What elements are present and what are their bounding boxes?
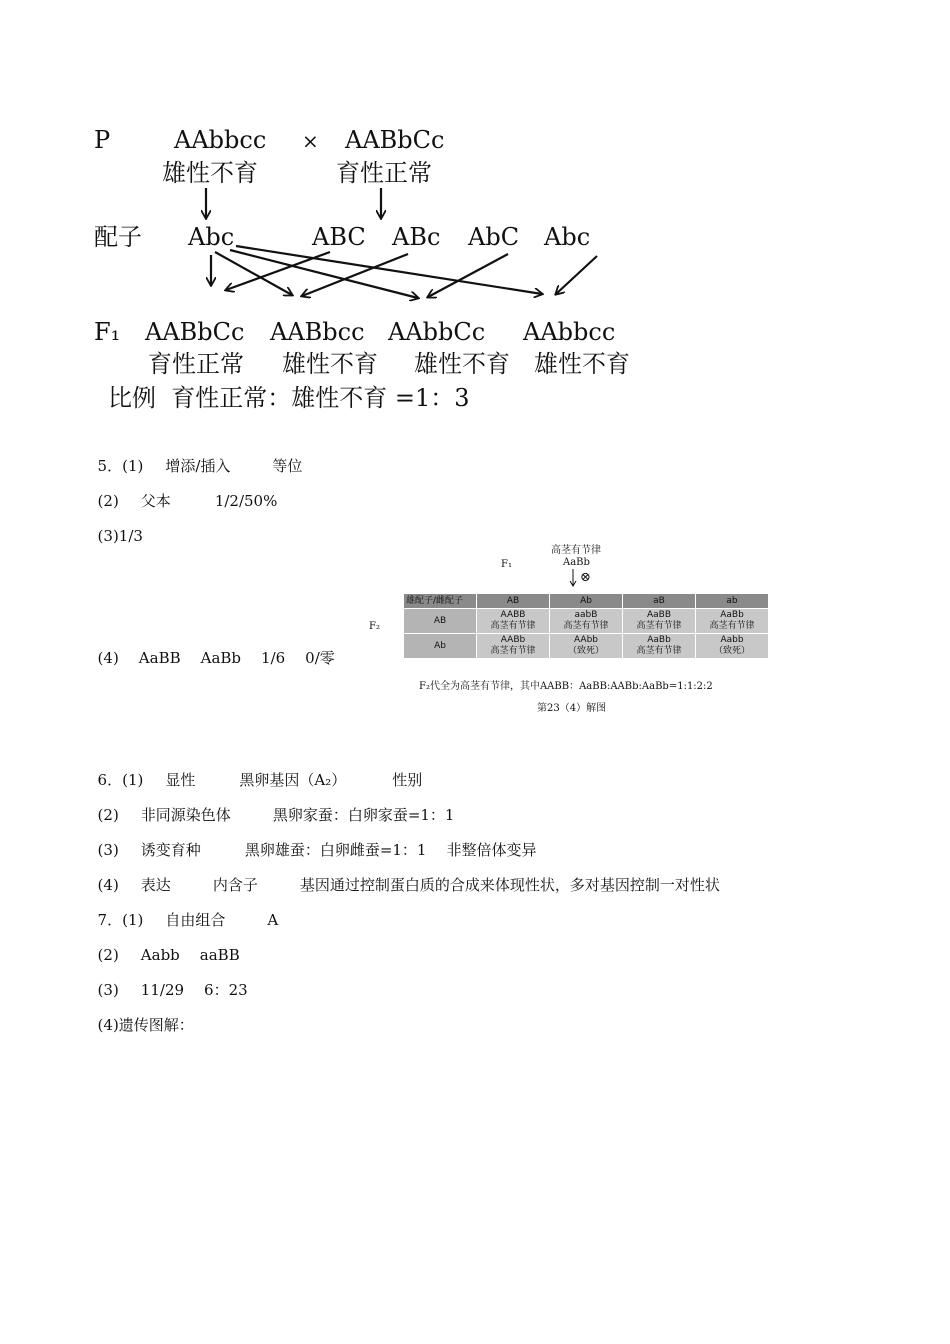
ans: 诱变育种 <box>140 841 201 859</box>
parent2-phenotype: 育性正常 <box>336 159 432 187</box>
answer-5-2 <box>88 471 277 511</box>
gamete2-1: ABC <box>312 223 366 251</box>
ans: (3)1/3 <box>97 527 143 545</box>
punnett-table <box>403 593 769 659</box>
ans: AaBB <box>138 649 181 667</box>
offspring3-phenotype: 雄性不育 <box>414 350 510 378</box>
cross-diagram <box>0 0 950 420</box>
p-label: P <box>94 126 111 154</box>
ans: 显性 <box>165 771 196 789</box>
ans: 11/29 <box>140 981 185 999</box>
ans: 等位 <box>272 457 303 475</box>
num: (2) <box>97 492 119 510</box>
offspring4-phenotype: 雄性不育 <box>534 350 630 378</box>
f1-label: F₁ <box>501 559 512 570</box>
arrow-abc-mid <box>230 250 418 298</box>
offspring1-genotype: AABbCc <box>145 318 245 346</box>
parent2-genotype: AABbCc <box>345 126 445 154</box>
cross-symbol: × <box>302 129 319 153</box>
num: (2) <box>97 806 119 824</box>
answer-7-1 <box>88 890 278 930</box>
ans: Aabb <box>140 946 180 964</box>
offspring3-genotype: AAbbCc <box>388 318 486 346</box>
ans: 父本 <box>140 492 171 510</box>
answer-6-4 <box>88 855 720 895</box>
header-cell: ab <box>696 594 768 608</box>
figure-caption: 第23（4）解图 <box>537 703 607 714</box>
arrow-AbC <box>428 254 508 297</box>
gamete1: Abc <box>188 223 235 251</box>
header-cell: aB <box>623 594 695 608</box>
ans: 1/2/50% <box>214 492 278 510</box>
header-cell: 雄配子/雌配子 <box>404 594 476 608</box>
top-phenotype: 高茎有节律 <box>551 545 601 556</box>
ans: 表达 <box>140 876 171 894</box>
answer-5-4 <box>88 628 335 668</box>
ans: 6：23 <box>204 981 248 999</box>
answer-7-3 <box>88 960 248 1000</box>
answer-7-4 <box>88 995 194 1035</box>
answer-5-3 <box>88 506 143 546</box>
ans: 黑卵雄蚕：白卵雌蚕=1：1 <box>244 841 427 859</box>
answer-6-1 <box>88 750 422 790</box>
num: (3) <box>97 841 119 859</box>
num: 6．(1) <box>97 771 144 789</box>
gamete2-3: AbC <box>468 223 520 251</box>
ans: 非同源染色体 <box>140 806 231 824</box>
arrow-Abc <box>556 256 597 294</box>
num: 5．(1) <box>97 457 144 475</box>
num: 7．(1) <box>97 911 144 929</box>
ans: AaBb <box>200 649 242 667</box>
offspring1-phenotype: 育性正常 <box>148 350 244 378</box>
offspring2-genotype: AABbcc <box>270 318 365 346</box>
table-header-row <box>404 594 768 608</box>
answer-5-1 <box>88 436 302 476</box>
table-cell: aabB 高茎有节律 <box>550 609 622 633</box>
ans: 黑卵家蚕：白卵家蚕=1：1 <box>272 806 455 824</box>
row-gamete: AB <box>404 609 476 633</box>
table-row <box>404 609 768 633</box>
ans: 性别 <box>392 771 423 789</box>
ans: 基因通过控制蛋白质的合成来体现性状，多对基因控制一对性状 <box>299 876 720 894</box>
ratio-text: 比例 育性正常：雄性不育 =1：3 <box>108 384 470 412</box>
ans: 1/6 <box>261 649 286 667</box>
table-row <box>404 634 768 658</box>
gamete2-4: Abc <box>544 223 591 251</box>
table-cell: AaBb 高茎有节律 <box>696 609 768 633</box>
arrow-ABc <box>302 254 408 296</box>
ans: aaBB <box>199 946 240 964</box>
arrow-abc-upper <box>215 252 292 295</box>
row-gamete: Ab <box>404 634 476 658</box>
figure-note: F₂代全为高茎有节律，其中AABB：AaBB:AABb:AaBb=1:1:2:2 <box>419 681 713 692</box>
num: (4) <box>97 876 119 894</box>
table-cell: AABB 高茎有节律 <box>477 609 549 633</box>
punnett-figure <box>365 537 775 717</box>
ans: (4)遗传图解： <box>97 1016 194 1034</box>
header-cell: AB <box>477 594 549 608</box>
ans: 黑卵基因（A₂） <box>239 771 347 789</box>
num: (4) <box>97 649 119 667</box>
ans: 非整倍体变异 <box>446 841 537 859</box>
gamete2-2: ABc <box>392 223 441 251</box>
table-cell: Aabb （致死） <box>696 634 768 658</box>
ans: 增添/插入 <box>165 457 231 475</box>
ans: A <box>267 911 279 929</box>
parent1-phenotype: 雄性不育 <box>162 159 258 187</box>
table-cell: AaBb 高茎有节律 <box>623 634 695 658</box>
table-cell: AaBB 高茎有节律 <box>623 609 695 633</box>
num: (2) <box>97 946 119 964</box>
parent1-genotype: AAbbcc <box>174 126 267 154</box>
offspring2-phenotype: 雄性不育 <box>282 350 378 378</box>
ans: 0/零 <box>305 649 335 667</box>
ans: 内含子 <box>212 876 258 894</box>
answer-6-2 <box>88 785 454 825</box>
f1-label: F₁ <box>94 318 121 346</box>
answer-6-3 <box>88 820 537 860</box>
table-cell: AAbb （致死） <box>550 634 622 658</box>
f2-label: F₂ <box>369 621 380 632</box>
header-cell: Ab <box>550 594 622 608</box>
self-symbol: ⊗ <box>580 570 591 585</box>
ans: 自由组合 <box>165 911 226 929</box>
answer-7-2 <box>88 925 240 965</box>
gamete-label: 配子 <box>94 223 142 251</box>
offspring4-genotype: AAbbcc <box>523 318 616 346</box>
num: (3) <box>97 981 119 999</box>
table-cell: AABb 高茎有节律 <box>477 634 549 658</box>
f1-genotype: AaBb <box>563 557 590 568</box>
